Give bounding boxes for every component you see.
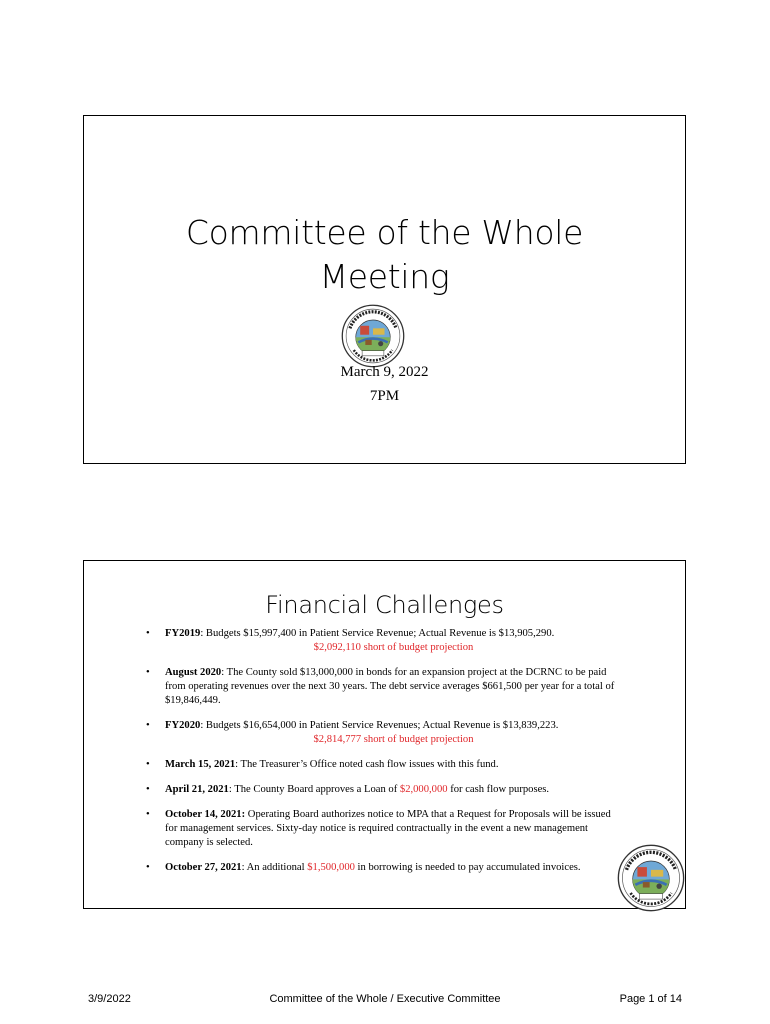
title-line-2: Meeting — [319, 257, 450, 296]
bullet-text: Operating Board authorizes notice to MPA that a Request for Proposals will be issued for management services. Sixty-day notice is required contractually in the event a new management company is selected. — [165, 809, 611, 848]
financial-challenges-slide — [83, 560, 686, 909]
footer-date: 3/9/2022 — [88, 993, 131, 1005]
bullet-dot-icon: • — [146, 667, 150, 678]
bullet-item — [142, 783, 622, 797]
bullet-item — [142, 808, 622, 850]
bullet-dot-icon: • — [146, 759, 150, 770]
bullet-heading: FY2019 — [165, 628, 201, 639]
title-line-1: Committee of the Whole — [185, 213, 584, 252]
bullet-text: for cash flow purposes. — [447, 784, 550, 795]
borrowing-amount: $1,500,000 — [307, 862, 355, 873]
footer-page-number: Page 1 of 14 — [619, 993, 682, 1005]
bullet-text: : Budgets $16,654,000 in Patient Service Revenues; Actual Revenue is $13,839,223. — [200, 720, 559, 731]
meeting-time: 7PM — [369, 388, 400, 404]
bullet-dot-icon: • — [146, 784, 150, 795]
bullet-list — [142, 627, 622, 886]
shortfall-note: $2,092,110 short of budget projection — [313, 642, 474, 653]
bullet-dot-icon: • — [146, 720, 150, 731]
bullet-text: in borrowing is needed to pay accumulated invoices. — [354, 862, 581, 873]
bullet-item — [142, 758, 622, 772]
bullet-text: : The County Board approves a Loan of — [228, 784, 400, 795]
slide-title: Financial Challenges — [265, 591, 504, 619]
bullet-text: : The County sold $13,000,000 in bonds for an expansion project at the DCRNC to be paid from operating revenues over the next 30 years. The debt service averages $661,500 per year for a total of $19,846,449. — [165, 667, 615, 706]
bullet-heading: August 2020 — [165, 667, 222, 678]
bullet-item — [142, 719, 622, 747]
bullet-heading: April 21, 2021 — [165, 784, 229, 795]
bullet-item — [142, 861, 622, 875]
county-seal-icon — [341, 304, 405, 368]
county-seal-icon — [617, 844, 685, 912]
bullet-dot-icon: • — [146, 628, 150, 639]
title-slide — [83, 115, 686, 464]
bullet-dot-icon: • — [146, 862, 150, 873]
slide-title — [84, 211, 685, 299]
bullet-dot-icon: • — [146, 809, 150, 820]
bullet-heading: October 14, 2021: — [165, 809, 246, 820]
bullet-text: : An additional — [241, 862, 308, 873]
bullet-item — [142, 666, 622, 708]
bullet-heading: FY2020 — [165, 720, 201, 731]
bullet-text: : The Treasurer’s Office noted cash flow issues with this fund. — [235, 759, 499, 770]
bullet-text: : Budgets $15,997,400 in Patient Service Revenue; Actual Revenue is $13,905,290. — [200, 628, 555, 639]
bullet-heading: October 27, 2021 — [165, 862, 242, 873]
shortfall-note: $2,814,777 short of budget projection — [313, 734, 474, 745]
loan-amount: $2,000,000 — [399, 784, 448, 795]
meeting-date-time — [84, 360, 685, 408]
bullet-heading: March 15, 2021 — [165, 759, 236, 770]
meeting-date: March 9, 2022 — [340, 364, 429, 380]
footer-committee: Committee of the Whole / Executive Committee — [269, 993, 501, 1005]
bullet-item — [142, 627, 622, 655]
